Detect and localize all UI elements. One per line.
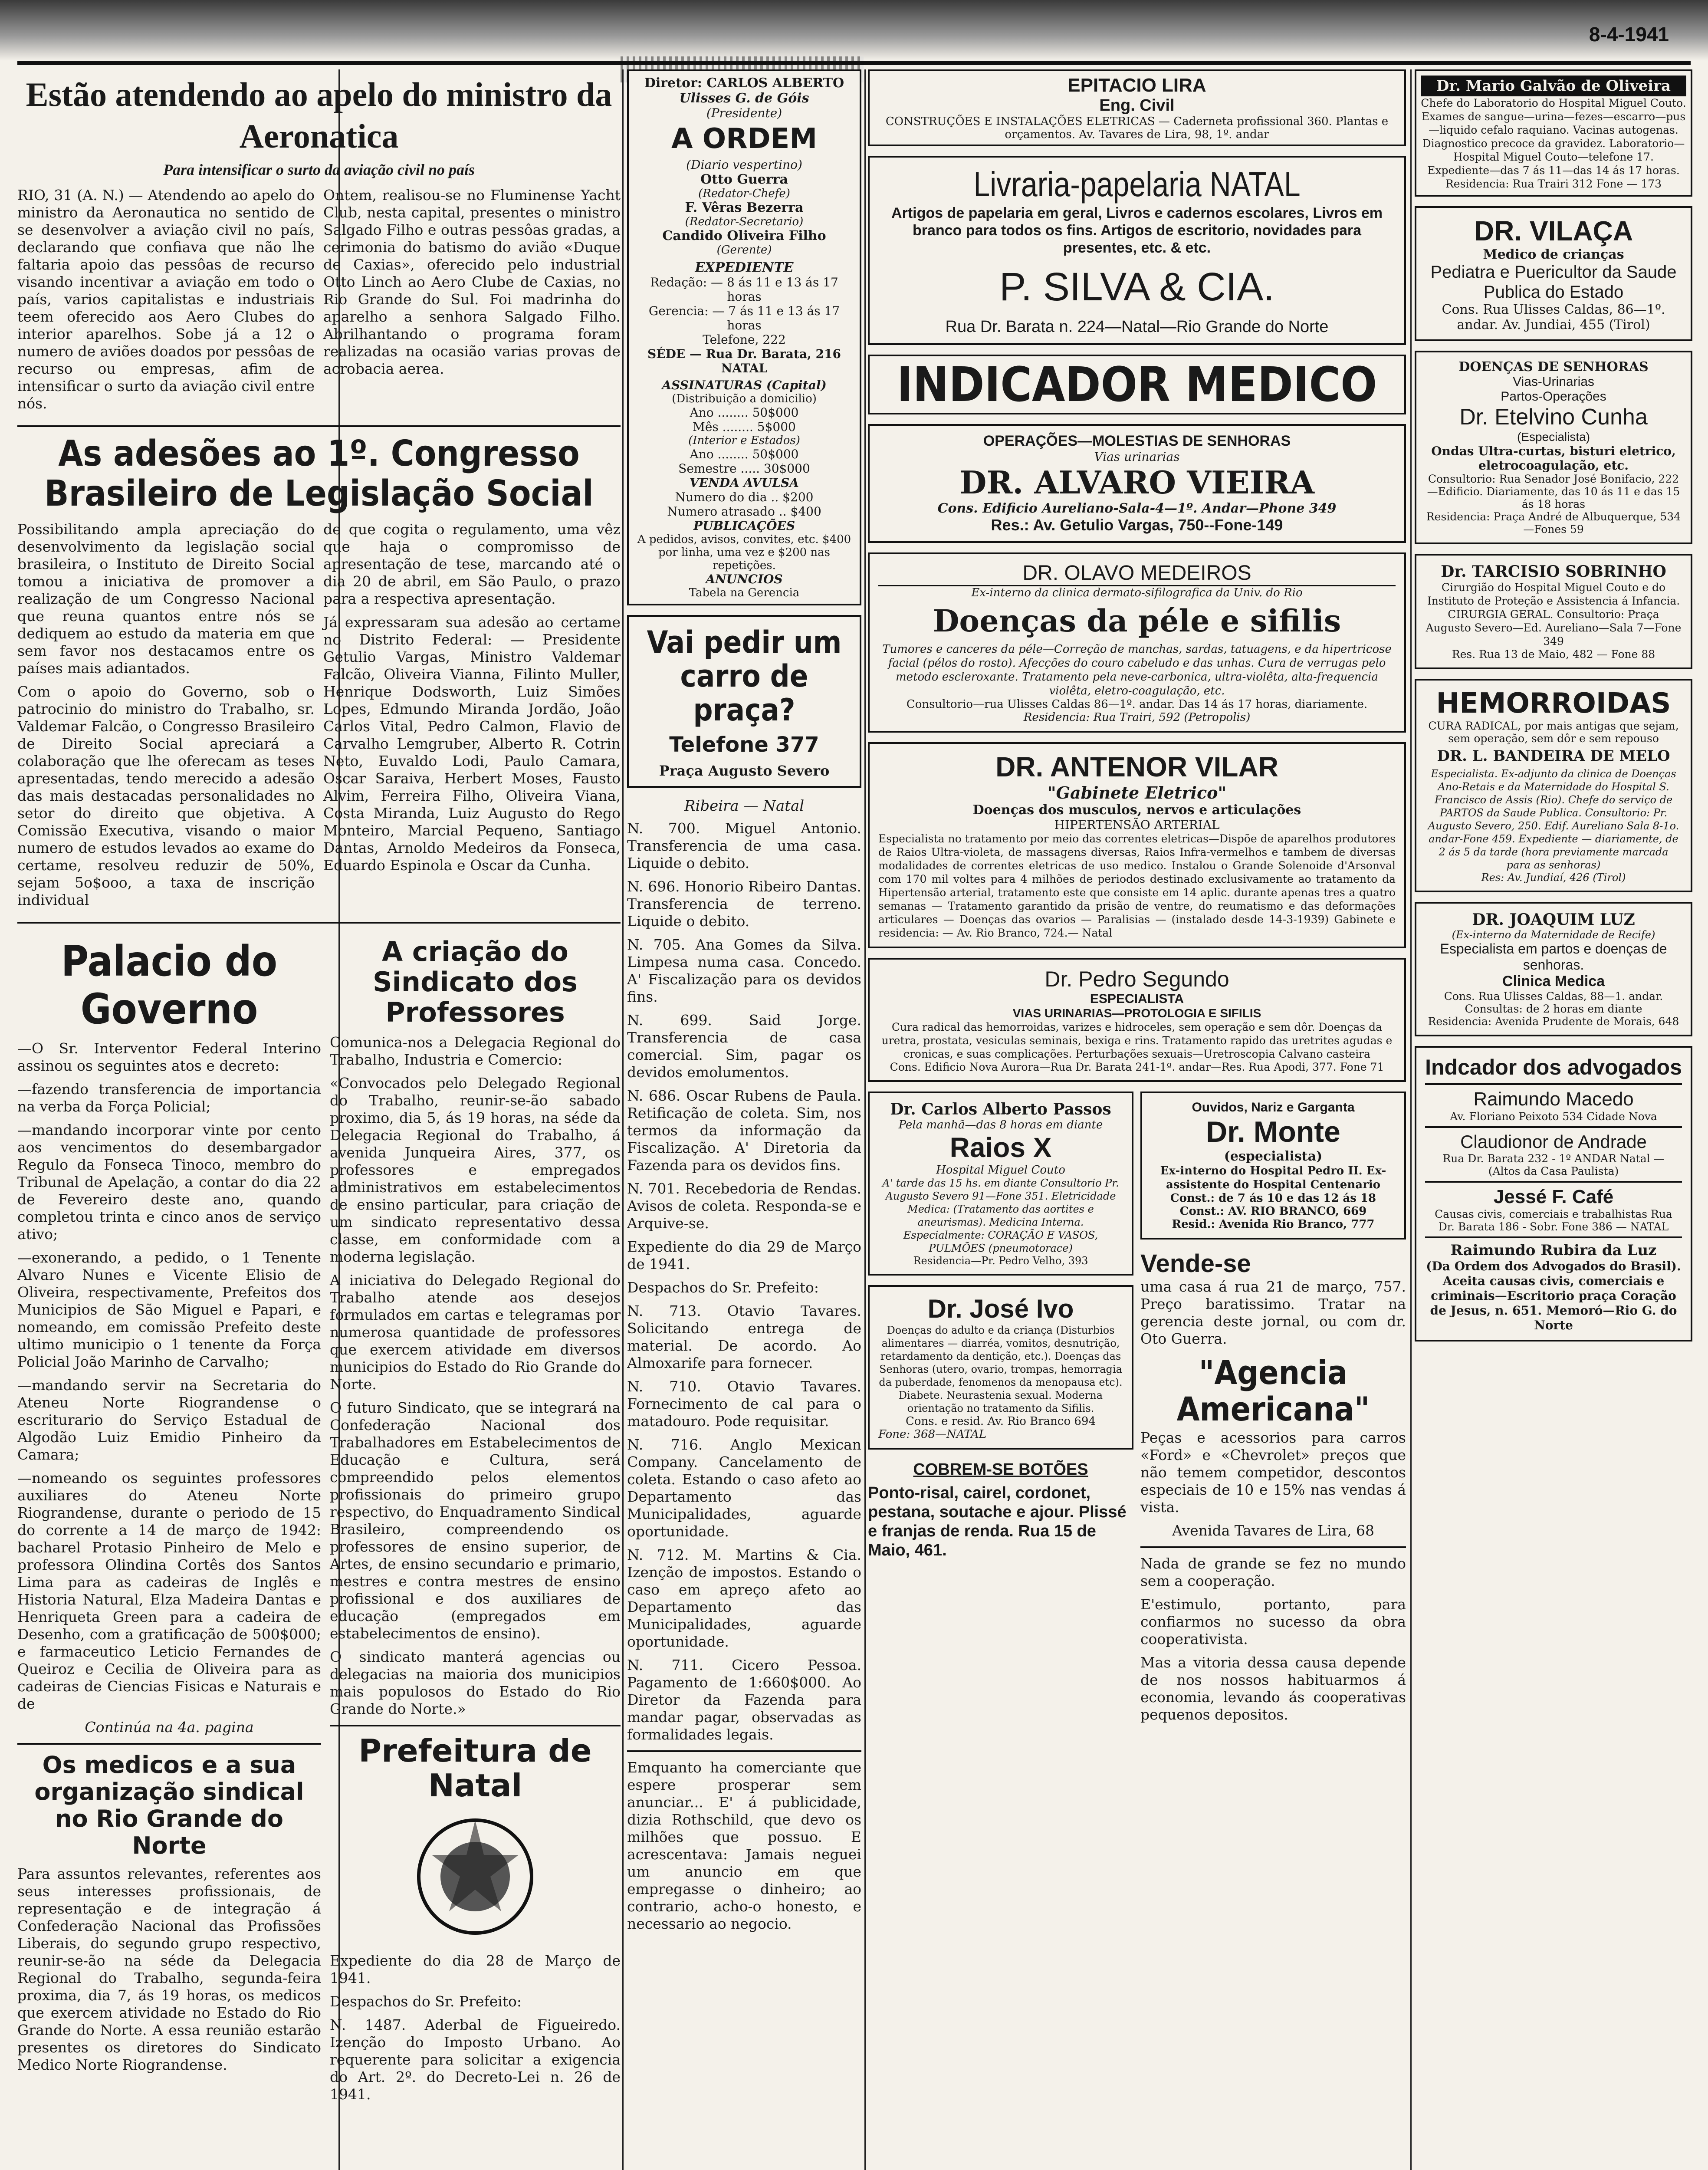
paper-subtitle: (Diario vespertino) bbox=[686, 158, 802, 172]
article-paragraph: Para assuntos relevantes, referentes aos seus interesses profissionais, de representação e de integração á Confederação Nacional das Profissões Liberais, do segundo grupo respectivo, reunir-se-ão na séde da Delegacia Regional do Trabalho, segunda-feira proxima, dia 7, ás 19 horas, os medicos que exercem atividade no Estado do Rio Grande do Norte. A essa reunião estarão presentes os diretores do Sindicato Medico Norte Riograndense. bbox=[17, 1865, 321, 2073]
price-row: Ano ........ 50$000 bbox=[690, 447, 799, 461]
monte-specialty: Ouvidos, Nariz e Garganta bbox=[1192, 1100, 1355, 1115]
lawyer-name: Claudionor de Andrade bbox=[1460, 1131, 1647, 1152]
publicacoes-text: A pedidos, avisos, convites, etc. $400 por linha, uma vez e $200 nas repetições. bbox=[637, 533, 851, 572]
olavo-role: Ex-interno da clinica dermato-sifilografica da Univ. do Rio bbox=[971, 586, 1303, 599]
masthead-column bbox=[627, 69, 861, 2170]
epitacio-role: Eng. Civil bbox=[1099, 96, 1175, 115]
page-date: 8-4-1941 bbox=[1589, 23, 1669, 46]
agencia-text: Peças e acessorios para carros «Ford» e «Chevrolet» preços que não temem competidor, descontos especiais de 10 e 15% nas vendas á vista. bbox=[1140, 1429, 1406, 1516]
article-paragraph: Com o apoio do Governo, sob o patrocinio do ministro do Trabalho, sr. Valdemar Falcão, o Congresso Brasileiro de Direito Social apreciará a colaboração que lhe oferecam as teses apresentadas, tendo merecido a adesão das mais destacadas personalidades no setor do direito que objetiva. A Comissão Executiva, visando o maior numero de estudos levados ao exame do certame, resolveu reduzir de 50%, sejam 5o$ooo, a taxa de inscrição individual bbox=[17, 683, 315, 908]
cunha-ad bbox=[1415, 351, 1692, 544]
vilar-sub: HIPERTENSÃO ARTERIAL bbox=[1054, 818, 1220, 832]
vieira-specialty: OPERAÇÕES—MOLESTIAS DE SENHORAS bbox=[983, 433, 1291, 449]
congresso-headline: As adesões ao 1º. Congresso Brasileiro de Legislação Social bbox=[44, 433, 594, 514]
vende-ad bbox=[1140, 1249, 1406, 1348]
olavo-text: Tumores e canceres da péle—Correção de manchas, sardas, tatuagens, e da hipertricose facial (pélos do rosto). Afecções do couro cabeludo e das unhas. Cura de verrugas pelo metodo escleroxante. Tratamento pela neve-carbonica, ultra-violêta, alta-frequencia violêta, eletro-coagulação, etc. bbox=[882, 643, 1392, 697]
oliveira-ad bbox=[1415, 69, 1692, 197]
rothschild-text: Emquanto ha comerciante que espere prosperar sem anunciar... E' á publicidade, dizia Rothschild, que devo os milhões que possuo. E acrescentava: Jamais neguei um anuncio em que empregasse o dinheiro; ao contrario, acho-o honesto, e necessario ao negocio. bbox=[627, 1759, 861, 1932]
price-row: (Interior e Estados) bbox=[688, 434, 800, 447]
olavo-specialty: Doenças da péle e sifilis bbox=[933, 603, 1341, 639]
article-paragraph: A iniciativa do Delegado Regional do Trabalho atende aos desejos formulados em cartas e telegramas por numerosa quantidade de professores que exercem atividade em diversos municipios do Estado do Rio Grande do Norte. bbox=[330, 1272, 621, 1393]
top-scan-band bbox=[0, 0, 1708, 61]
luz-name: DR. JOAQUIM LUZ bbox=[1472, 911, 1635, 929]
anuncios-title: ANUNCIOS bbox=[706, 572, 783, 586]
livraria-text: Artigos de papelaria em geral, Livros e cadernos escolares, Livros em branco para todos os fins. Artigos de escritorio, novidades para presentes, etc. & etc. bbox=[891, 205, 1383, 256]
indicador-title: INDICADOR MEDICO bbox=[897, 357, 1377, 412]
segundo-specialty: VIAS URINARIAS—PROTOLOGIA E SIFILIS bbox=[1012, 1006, 1261, 1020]
passos-hospital: Hospital Miguel Couto bbox=[936, 1164, 1065, 1177]
sobrinho-name: Dr. TARCISIO SOBRINHO bbox=[1441, 562, 1666, 581]
column-divider bbox=[1410, 69, 1412, 2170]
despacho-item: N. 713. Otavio Tavares. Solicitando entrega de material. De acordo. Ao Almoxarife para fornecer. bbox=[627, 1302, 861, 1371]
article-paragraph: RIO, 31 (A. N.) — Atendendo ao apelo do ministro da Aeronautica no sentido de se desenvolver a aviação civil no país, declarando que confiava que não lhe faltaria apoio das pessôas de recurso visando incentivar a aviação em todo o país, varios capitalistas e industriais teem oferecido aos Aero Clubes do interior aparelhos. Sobe já a 12 o numero de aviões doados por pessôas de recurso ou empresas, afim de intensificar o surto da aviação civil entre nós. bbox=[17, 187, 315, 412]
prefeitura-headline: Prefeitura de Natal bbox=[358, 1733, 592, 1804]
article-paragraph: Ontem, realisou-se no Fluminense Yacht Club, nesta capital, presentes o ministro Salgado Filho e outras pessôas gradas, a cerimonia do batismo do avião «Duque de Caxias», oferecido pelo industrial Otto Linch ao Aero Clube de Caxias, no Rio Grande do Sul. Foi madrinha do aparelho a senhora Salgado Filho. Abrilhantando o programa foram realizadas na ocasião varias provas de acrobacia aerea. bbox=[323, 187, 621, 377]
tabela-text: Tabela na Gerencia bbox=[689, 586, 800, 599]
assinaturas-sub: (Distribuição a domicilio) bbox=[672, 392, 817, 405]
sobrinho-residence: Res. Rua 13 de Maio, 482 — Fone 88 bbox=[1452, 648, 1655, 661]
vilar-gabinete: "Gabinete Eletrico" bbox=[1047, 783, 1227, 802]
luz-residence: Residencia: Avenida Prudente de Morais, 648 bbox=[1428, 1015, 1679, 1028]
article-paragraph: Expediente do dia 28 de Março de 1941. bbox=[330, 1952, 621, 1986]
masthead-box bbox=[627, 69, 861, 605]
carro-place: Praça Augusto Severo bbox=[659, 763, 830, 779]
article-paragraph: O futuro Sindicato, que se integrará na Confederação Nacional dos Trabalhadores em Estabelecimentos de Educação e Cultura, será compreendido pelos elementos profissionais do primeiro grupo respectivo, do Enquadramento Sindical Brasileiro, compreendendo os professores de ensino superior, de Artes, de ensino secundario e primario, mestres e contra mestres de ensino profissional e dos auxiliares de educação (empregados em estabelecimentos de ensino). bbox=[330, 1399, 621, 1642]
despacho-item: Despachos do Sr. Prefeito: bbox=[627, 1279, 819, 1296]
carro-headline: Vai pedir um carro de praça? bbox=[647, 625, 842, 728]
monte-name: Dr. Monte bbox=[1206, 1115, 1340, 1148]
luz-consultorio: Cons. Rua Ulisses Caldas, 88—1. andar. Consultas: de 2 horas em diante bbox=[1444, 990, 1663, 1015]
olavo-consultorio: Consultorio—rua Ulisses Caldas 86—1º. andar. Das 14 ás 17 horas, diariamente. bbox=[906, 698, 1368, 711]
publicacoes-title: PUBLICAÇÕES bbox=[693, 519, 795, 533]
olavo-residence: Residencia: Rua Trairi, 592 (Petropolis) bbox=[1023, 711, 1251, 724]
vilaca-consultorio: Cons. Rua Ulisses Caldas, 86—1º. andar. Av. Jundiai, 455 (Tirol) bbox=[1442, 302, 1665, 332]
oliveira-text: Chefe do Laboratorio do Hospital Miguel Couto. Exames de sangue—urina—fezes—escarro—pus—liquido cefalo raquiano. Vacinas autogenas. Diagnostico precoce da gravidez. Laboratorio—Hospital Miguel Couto—telefone 17. Expediente—das 7 ás 11—das 14 ás 17 horas. Residencia: Rua Trairi 312 Fone — 173 bbox=[1421, 97, 1686, 190]
coat-of-arms bbox=[330, 1812, 621, 1943]
staff-line: (Gerente) bbox=[716, 243, 772, 256]
cunha-role: (Especialista) bbox=[1517, 430, 1590, 444]
article-paragraph: —mandando servir na Secretaria do Ateneu Norte Riograndense o escriturario do Serviço Estadual de Algodão Luiz Emidio Pinheiro da Camara; bbox=[17, 1377, 321, 1463]
divider bbox=[1140, 1546, 1406, 1548]
vende-text: uma casa á rua 21 de março, 757. Preço baratissimo. Tratar na gerencia deste jornal, ou com dr. Oto Guerra. bbox=[1140, 1278, 1406, 1347]
coop-paragraph: Nada de grande se fez no mundo sem a cooperação. bbox=[1140, 1555, 1406, 1589]
masthead-line: Diretor: CARLOS ALBERTO bbox=[644, 76, 844, 91]
doctors-column bbox=[1415, 69, 1692, 2170]
ivo-fone: Fone: 368—NATAL bbox=[878, 1428, 987, 1441]
staff-line: Otto Guerra bbox=[700, 172, 788, 187]
sobrinho-ad bbox=[1415, 554, 1692, 669]
aero-body bbox=[17, 187, 621, 418]
column-divider bbox=[864, 69, 866, 2170]
monte-residence: Resid.: Avenida Rio Branco, 777 bbox=[1172, 1218, 1375, 1231]
indicador-medico-header bbox=[868, 355, 1406, 414]
hemo-title: HEMORROIDAS bbox=[1436, 687, 1671, 720]
divider bbox=[1425, 1181, 1682, 1183]
expediente-title: EXPEDIENTE bbox=[695, 260, 794, 275]
vilaca-name: DR. VILAÇA bbox=[1474, 215, 1633, 247]
staff-line: F. Vêras Bezerra bbox=[685, 200, 804, 215]
divider bbox=[17, 922, 621, 924]
aero-headline: Estão atendendo ao apelo do ministro da Aeronatica bbox=[26, 76, 612, 155]
paper-name: A ORDEM bbox=[671, 123, 818, 155]
assinaturas-title: ASSINATURAS (Capital) bbox=[662, 378, 827, 392]
expediente-line: NATAL bbox=[721, 361, 768, 375]
passos-text: A' tarde das 15 hs. em diante Consultorio Pr. Augusto Severo 91—Fone 351. Eletricidade Medica: (Tratamento das aortites e aneurismas). Medicina Interna. Especialmente: CORAÇÃO E VASOS, PULMÕES (pneumotorace) bbox=[882, 1177, 1119, 1254]
despacho-item: N. 701. Recebedoria de Rendas. Avisos de coleta. Responda-se e Arquive-se. bbox=[627, 1180, 861, 1232]
epitacio-name: EPITACIO LIRA bbox=[1068, 75, 1206, 96]
left-articles bbox=[17, 69, 621, 2170]
despacho-item: N. 686. Oscar Rubens de Paula. Retificação de coleta. Sim, nos termos da informação da Fiscalização. A' Diretoria da Fazenda para os devidos fins. bbox=[627, 1087, 861, 1174]
vilaca-ad bbox=[1415, 206, 1692, 341]
two-ad-row bbox=[868, 1092, 1406, 1729]
passos-raios: Raios X bbox=[949, 1132, 1052, 1163]
article-paragraph: —O Sr. Interventor Federal Interino assinou os seguintes atos e decreto: bbox=[17, 1040, 321, 1074]
passos-ad bbox=[868, 1092, 1133, 1276]
continuation-note: Continúa na 4a. pagina bbox=[85, 1719, 254, 1736]
cunha-text: Ondas Ultra-curtas, bisturi eletrico, eletrocoagulação, etc. bbox=[1431, 444, 1676, 473]
melo-residence: Res: Av. Jundiaí, 426 (Tirol) bbox=[1481, 871, 1626, 884]
price-row: Numero do dia .. $200 bbox=[675, 490, 814, 504]
staff-line: (Redator-Chefe) bbox=[698, 187, 790, 200]
article-paragraph: Comunica-nos a Delegacia Regional do Trabalho, Industria e Comercio: bbox=[330, 1034, 621, 1068]
venda-title: VENDA AVULSA bbox=[690, 476, 799, 490]
botoes-title: COBREM-SE BOTÕES bbox=[913, 1460, 1088, 1479]
divider bbox=[17, 425, 621, 427]
luz-ad bbox=[1415, 902, 1692, 1036]
article-paragraph: «Convocados pelo Delegado Regional do Trabalho, reunir-se-ão sabado proximo, dia 5, ás 19 horas, na séde da Delegacia Regional do Trabalho, á avenida Junqueira Aires, 377, os professores e empregados administrativos em estabelecimentos de ensino particular, para criação de um sindicato representativo dessa classe, em conformidade com a moderna legislação. bbox=[330, 1075, 621, 1265]
melo-name: DR. L. BANDEIRA DE MELO bbox=[1437, 747, 1670, 765]
oliveira-name: Dr. Mario Galvão de Oliveira bbox=[1421, 76, 1686, 96]
coop-paragraph: Mas a vitoria dessa causa depende de nos nossos habituarmos á economia, levando ás cooperativas pequenos depositos. bbox=[1140, 1654, 1406, 1723]
botoes-text: Ponto-risal, cairel, cordonet, pestana, soutache e ajour. Plissé e franjas de renda. Rua 15 de Maio, 461. bbox=[868, 1484, 1127, 1559]
price-row: Mês ........ 5$000 bbox=[693, 420, 796, 434]
vieira-sub: Vias urinarias bbox=[1094, 450, 1180, 464]
olavo-name: DR. OLAVO MEDEIROS bbox=[878, 561, 1396, 586]
masthead-line: (Presidente) bbox=[706, 106, 782, 120]
cunha-specialty: DOENÇAS DE SENHORAS bbox=[1458, 359, 1649, 375]
despacho-item: N. 700. Miguel Antonio. Transferencia de uma casa. Liquide o debito. bbox=[627, 820, 861, 871]
sindicato-column bbox=[330, 930, 621, 2109]
masthead-line: Ulisses G. de Góis bbox=[679, 91, 809, 106]
carro-ad bbox=[627, 615, 861, 788]
lower-articles bbox=[17, 930, 621, 2109]
article-paragraph: —nomeando os seguintes professores auxiliares do Ateneu Norte Riograndense, durante o periodo de 15 do corrente a 14 de março de 1942: bacharel Protasio Pinheiro de Melo e professora Olindina Cortês dos Santos Lima para as cadeiras de Inglês e Historia Natural, Elza Madeira Dantas e Henriqueta Green para a cadeira de Desenho, com a gratificação de 500$000; e farmaceutico Leticio Fernandes de Queiroz e Cecilia de Oliveira para as cadeiras de Ciencias Fisicas e Naturais e de bbox=[17, 1470, 321, 1712]
lawyer-name: Jessé F. Café bbox=[1493, 1186, 1614, 1207]
vilaca-text: Pediatra e Puericultor da Saude Publica do Estado bbox=[1430, 263, 1677, 302]
divider bbox=[1425, 1083, 1682, 1085]
lawyer-name: Raimundo Rubira da Luz bbox=[1450, 1242, 1657, 1259]
ivo-ad bbox=[868, 1285, 1133, 1450]
hemo-text: CURA RADICAL, por mais antigas que sejam, sem operação, sem dôr e sem repouso bbox=[1428, 720, 1679, 745]
melo-text: Especialista. Ex-adjunto da clinica de Doenças Ano-Retais e da Maternidade do Hospital S. Francisco de Assis (Rio). Chefe do serviço de PARTOS da Saude Publica. Consultorio: Pr. Augusto Severo, 250. Edif. Aureliano Sala 8-1o. andar-Fone 459. Expediente — diariamente, de 2 ás 5 da tarde (hora previamente marcada para as senhoras) bbox=[1428, 768, 1679, 871]
vilar-ad bbox=[868, 742, 1406, 948]
ivo-name: Dr. José Ivo bbox=[927, 1294, 1074, 1323]
article-paragraph: O sindicato manterá agencias ou delegacias na maioria dos municipios mais populosos do Estado do Rio Grande do Norte.» bbox=[330, 1648, 621, 1717]
divider bbox=[17, 1743, 321, 1745]
monte-consultorio: Const.: AV. RIO BRANCO, 669 bbox=[1179, 1205, 1367, 1218]
melo-ad bbox=[1415, 679, 1692, 892]
coop-paragraph: E'estimulo, portanto, para confiarmos no sucesso da obra cooperativista. bbox=[1140, 1596, 1406, 1647]
price-row: Ano ........ 50$000 bbox=[690, 405, 799, 420]
lawyer-address: (Da Ordem dos Advogados do Brasil). Aceita causas civis, comerciais e criminais—Escritorio praça Coração de Jesus, n. 651. Memoró—Rio G. do Norte bbox=[1426, 1259, 1681, 1332]
vilaca-role: Medico de crianças bbox=[1483, 247, 1624, 262]
despacho-item: N. 710. Otavio Tavares. Fornecimento de cal para o matadouro. Pode requisitar. bbox=[627, 1378, 861, 1430]
epitacio-text: CONSTRUÇÕES E INSTALAÇÕES ELETRICAS — Caderneta profissional 360. Plantas e orçamentos. Av. Tavares de Lira, 98, 1º. andar bbox=[885, 115, 1389, 141]
ivo-consultorio: Cons. e resid. Av. Rio Branco 694 bbox=[905, 1415, 1096, 1428]
article-paragraph: N. 1487. Aderbal de Figueiredo. Izenção do Imposto Urbano. Ao requerente para solicitar a exigencia do Art. 2º. do Decreto-Lei n. 26 de 1941. bbox=[330, 2016, 621, 2103]
price-row: Numero atrasado .. $400 bbox=[667, 504, 821, 519]
article-paragraph: Já expressaram sua adesão ao certame no Distrito Federal: — Presidente Getulio Vargas, Ministro Valdemar Falcão, Oliveira Vianna, Filinto Muller, Henrique Dodsworth, Luiz Simões Lopes, Edmundo Miranda Jordão, João Carlos Vital, Pedro Calmon, Flavio de Carvalho Lemgruber, Alberto R. Cotrin Neto, Euvaldo Lodi, Paulo Camara, Oscar Saraiva, Herbert Moses, Fausto Alvim, Ferreira Filho, Oliveira Viana, Costa Miranda, Luiz Augusto do Rego Monteiro, Marcial Pequeno, Santiago Dantas, Arnoldo Medeiros da Fonseca, Eduardo Espinola e Oscar da Cunha. bbox=[323, 614, 621, 874]
vilar-text: Especialista no tratamento por meio das correntes eletricas—Dispõe de aparelhos produtores de Raios Ultra-violeta, de massagens diversas, Raios Infra-vermelhos e tambem de diversas modalidades de correntes eletricas de uso medico. Instalou o Grande Solenoide d'Arsonval com 170 mil voltes para 4 milhões de periodos destinado exclusivamente ao tratamento da Hipertensão arterial, tratamento este que consiste em 14 aplic. durante apenas tres a quatro semanas — Tratamento garantido da prisão de ventre, do reumatismo e das deformações articulares — Doenças das ovarios — Paralisias — (instalado desde 14-3-1939) Gabinete e residencia: — Av. Rio Branco, 724.— Natal bbox=[878, 832, 1396, 939]
segundo-ad bbox=[868, 958, 1406, 1082]
segundo-name: Dr. Pedro Segundo bbox=[1045, 967, 1229, 991]
divider bbox=[627, 1750, 861, 1752]
lawyer-name: Raimundo Macedo bbox=[1473, 1088, 1634, 1110]
palacio-headline: Palacio do Governo bbox=[61, 937, 278, 1033]
article-paragraph: Possibilitando ampla apreciação do desenvolvimento da legislação social brasileira, o Instituto de Direito Social tomou a iniciativa de promover a realização de um Congresso Nacional que reuna quantos entre nós se dediquem ao estudo da materia em que sem favor nos destacamos entre os países mais adiantados. bbox=[17, 521, 315, 677]
despacho-item: Expediente do dia 29 de Março de 1941. bbox=[627, 1238, 861, 1272]
lawyer-address: Causas civis, comerciais e trabalhistas Rua Dr. Barata 186 - Sobr. Fone 386 — NATAL bbox=[1435, 1208, 1672, 1233]
article-paragraph: Despachos do Sr. Prefeito: bbox=[330, 1993, 522, 2010]
divider bbox=[1425, 1236, 1682, 1238]
expediente-line: Redação: — 8 ás 11 e 13 ás 17 horas bbox=[650, 275, 838, 304]
livraria-firm: P. SILVA & CIA. bbox=[999, 265, 1275, 309]
advogados-box bbox=[1415, 1046, 1692, 1341]
segundo-text: Cura radical das hemorroidas, varizes e hidroceles, sem operação e sem dôr. Doenças da uretra, prostata, vesiculas seminais, bexiga e rins. Tratamento rapido das uretrites agudas e cronicas, e suas complicações. Perturbações sexuais—Uretroscopia Calvano casteira bbox=[881, 1021, 1393, 1060]
despacho-item: N. 705. Ana Gomes da Silva. Limpesa numa casa. Concedo. A' Fiscalização para os devidos fins. bbox=[627, 936, 861, 1005]
vilar-name: DR. ANTENOR VILAR bbox=[995, 751, 1278, 783]
livraria-ad bbox=[868, 156, 1406, 345]
cunha-sub2: Partos-Operações bbox=[1501, 389, 1606, 404]
agencia-title: "Agencia Americana" bbox=[1176, 1353, 1370, 1428]
passos-name: Dr. Carlos Alberto Passos bbox=[890, 1100, 1111, 1118]
passos-time: Pela manhã—das 8 horas em diante bbox=[898, 1118, 1103, 1131]
olavo-ad bbox=[868, 552, 1406, 733]
vieira-name: DR. ALVARO VIEIRA bbox=[959, 464, 1314, 501]
lawyer-address: Rua Dr. Barata 232 - 1º ANDAR Natal — (Altos da Casa Paulista) bbox=[1442, 1152, 1665, 1177]
agencia-address: Avenida Tavares de Lira, 68 bbox=[1172, 1522, 1374, 1539]
luz-specialty: Especialista em partos e doenças de senhoras. bbox=[1440, 941, 1667, 973]
expediente-line: Gerencia: — 7 ás 11 e 13 ás 17 horas bbox=[648, 304, 840, 332]
article-paragraph: —mandando incorporar vinte por cento aos vencimentos do desembargador Regulo da Fonseca Tinoco, membro do Tribunal de Apelação, a contar do dia 22 de Fevereiro deste ano, quando completou trinta e cinco anos de serviço ativo; bbox=[17, 1121, 321, 1243]
staff-line: Candido Oliveira Filho bbox=[662, 228, 826, 243]
luz-clinica: Clinica Medica bbox=[1502, 973, 1605, 990]
cunha-residence: Residencia: Praça André de Albuquerque, 534—Fones 59 bbox=[1426, 510, 1681, 536]
coat-of-arms-icon bbox=[410, 1812, 540, 1942]
livraria-address: Rua Dr. Barata n. 224—Natal—Rio Grande do Norte bbox=[945, 318, 1329, 336]
palacio-column bbox=[17, 930, 321, 2109]
divider bbox=[330, 1725, 621, 1726]
article-paragraph: de que cogita o regulamento, uma vêz que haja o compromisso de apresentação de tese, marcando até o dia 20 de abril, em São Paulo, o prazo para a respectiva apresentação. bbox=[323, 521, 621, 607]
monte-hours: Const.: de 7 ás 10 e das 12 ás 18 bbox=[1170, 1192, 1376, 1205]
luz-role: (Ex-interno da Maternidade de Recife) bbox=[1452, 929, 1655, 941]
top-rule bbox=[17, 61, 1691, 65]
sobrinho-text: Cirurgião do Hospital Miguel Couto e do Instituto de Proteção e Assistencia á Infancia. CIRURGIA GERAL. Consultorio: Praça Augusto Severo—Ed. Aureliano—Sala 7—Fone 349 bbox=[1426, 581, 1682, 648]
cunha-consultorio: Consultorio: Rua Senador José Bonifacio, 222—Edificio. Diariamente, das 10 ás 11 e das 15 ás 18 horas bbox=[1427, 473, 1680, 510]
cunha-name: Dr. Etelvino Cunha bbox=[1459, 404, 1648, 430]
despacho-item: N. 711. Cicero Pessoa. Pagamento de 1:660$000. Ao Diretor da Fazenda para mandar pagar, observadas as formalidades legais. bbox=[627, 1657, 861, 1743]
price-row: Semestre ..... 30$000 bbox=[678, 461, 810, 476]
vende-title: Vende-se bbox=[1140, 1249, 1251, 1278]
despacho-item: N. 699. Said Jorge. Transferencia de casa comercial. Sim, pagar os devidos emolumentos. bbox=[627, 1012, 861, 1081]
medicos-headline: Os medicos e a sua organização sindical no Rio Grande do Norte bbox=[34, 1751, 304, 1859]
aero-subheadline: Para intensificar o surto da aviação civil no país bbox=[163, 161, 475, 178]
despacho-item: N. 696. Honorio Ribeiro Dantas. Transferencia de terreno. Liquide o debito. bbox=[627, 878, 861, 930]
divider bbox=[1425, 1126, 1682, 1128]
monte-text: Ex-interno do Hospital Pedro II. Ex-assistente do Hospital Centenario bbox=[1160, 1164, 1386, 1191]
monte-role: (especialista) bbox=[1224, 1149, 1323, 1164]
advogados-title: Indcador dos advogados bbox=[1425, 1055, 1682, 1079]
monte-ad bbox=[1140, 1092, 1406, 1240]
ribeira-label: Ribeira — Natal bbox=[684, 797, 805, 815]
ivo-text: Doenças do adulto e da criança (Disturbios alimentares — diarréa, vomitos, desnutrição, retardamento da dentição, etc.). Doenças das Senhoras (utero, ovario, trompas, hemorragia da puberdade, fenomenos da menopausa etc). Diabete. Neurastenia sexual. Moderna orientação no tratamento da Sifilis. bbox=[879, 1324, 1123, 1414]
sindicato-headline: A criação do Sindicato dos Professores bbox=[373, 936, 578, 1028]
article-paragraph: —exonerando, a pedido, o 1 Tenente Alvaro Nunes e Vicente Elisio de Oliveira, respectivamente, Prefeitos dos Municipios de São Miguel e Papari, e nomeando, em comissão Prefeito deste ultimo municipio o 1 tenente da Força Policial João Marinho de Carvalho; bbox=[17, 1249, 321, 1370]
expediente-line: Telefone, 222 bbox=[703, 332, 786, 347]
vieira-address: Cons. Edificio Aureliano-Sala-4—1º. Andar—Phone 349 bbox=[937, 501, 1337, 516]
segundo-role: ESPECIALISTA bbox=[1090, 992, 1184, 1006]
right-ad-stack bbox=[1140, 1092, 1406, 1729]
passos-residence: Residencia—Pr. Pedro Velho, 393 bbox=[913, 1255, 1088, 1267]
lawyer-address: Av. Floriano Peixoto 534 Cidade Nova bbox=[1450, 1110, 1657, 1123]
despacho-item: N. 712. M. Martins & Cia. Izenção de impostos. Estando o caso em apreço afeto ao Departamento das Municipalidades, aguarde oportunidade. bbox=[627, 1546, 861, 1650]
vieira-ad bbox=[868, 424, 1406, 543]
despacho-item: N. 716. Anglo Mexican Company. Cancelamento de coleta. Estando o caso afeto ao Departamento das Municipalidades, aguarde oportunidade. bbox=[627, 1436, 861, 1540]
ads-column bbox=[868, 69, 1406, 2170]
left-ad-stack bbox=[868, 1092, 1133, 1729]
staff-line: (Redator-Secretario) bbox=[685, 215, 804, 228]
vilar-specialty: Doenças dos musculos, nervos e articulações bbox=[972, 802, 1301, 818]
epitacio-ad bbox=[868, 69, 1406, 146]
article-paragraph: —fazendo transferencia de importancia na verba da Força Policial; bbox=[17, 1081, 321, 1115]
column-divider bbox=[622, 69, 624, 2170]
expediente-line: SÉDE — Rua Dr. Barata, 216 bbox=[647, 347, 841, 361]
cunha-sub: Vias-Urinarias bbox=[1513, 375, 1594, 389]
segundo-consultorio: Cons. Edificio Nova Aurora—Rua Dr. Barata 241-1º. andar—Res. Rua Apodi, 377. Fone 71 bbox=[890, 1061, 1384, 1073]
congresso-body bbox=[17, 521, 621, 915]
livraria-title: Livraria-papelaria NATAL bbox=[973, 165, 1301, 204]
carro-phone: Telefone 377 bbox=[669, 733, 819, 757]
vieira-residence: Res.: Av. Getulio Vargas, 750--Fone-149 bbox=[991, 516, 1283, 534]
